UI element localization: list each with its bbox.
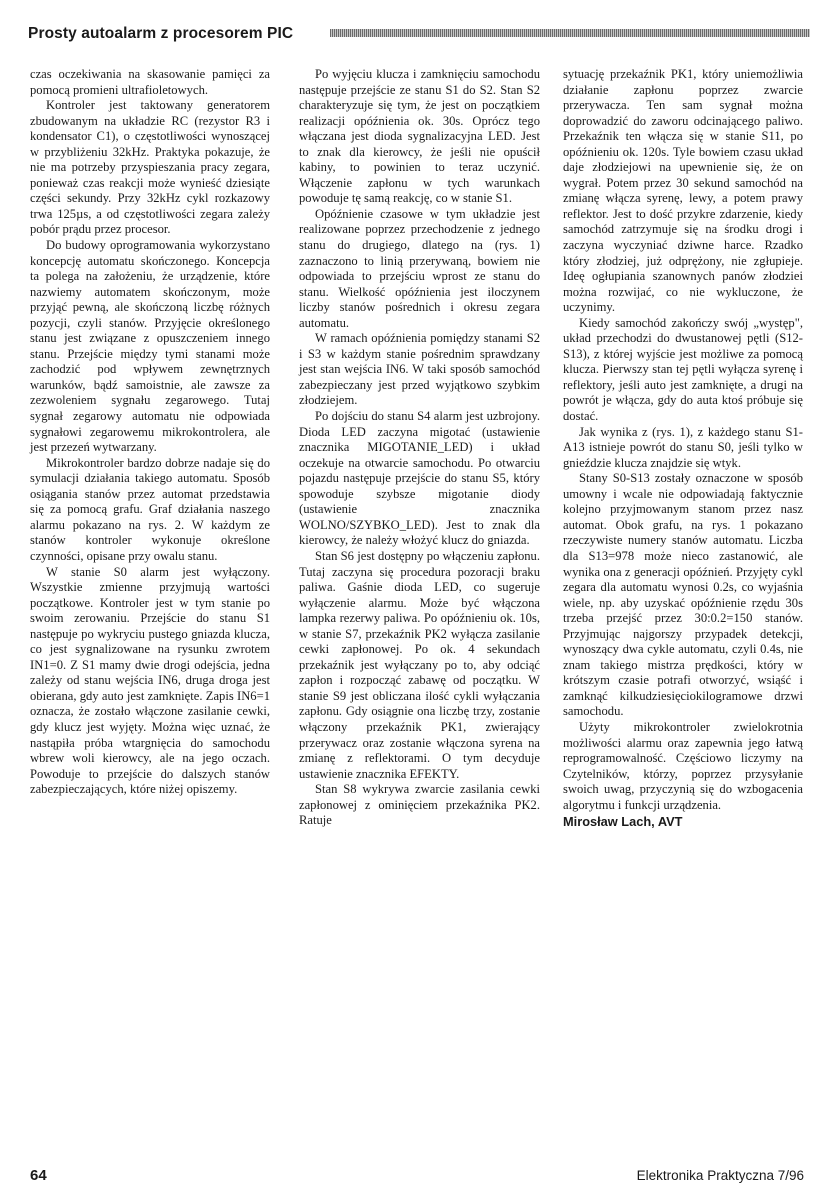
paragraph: Po dojściu do stanu S4 alarm jest uzbrojony. Dioda LED zaczyna migotać (ustawienie znacznika MIGOTANIE_LED) i układ oczekuje na otwarcie samochodu. Po otwarciu pojazdu następuje przejście do stanu S5, który spowoduje szybsze migotanie diody (ustawienie znacznika WOLNO/SZYBKO_LED). Jest to znak dla kierowcy, że należy włożyć klucz do gniazda. xyxy=(299,409,540,548)
paragraph: Kiedy samochód zakończy swój „występ", układ przechodzi do dwustanowej pętli (S12-S13), z której wyjście jest możliwe za pomocą klucza. Pierwszy stan tej pętli wyłącza syrenę i reflektory, jeśli auto jest zamknięte, a drugi na powrót je włącza, gdy do auta ktoś próbuje się dostać. xyxy=(563,315,803,424)
paragraph: czas oczekiwania na skasowanie pamięci za pomocą promieni ultrafioletowych. xyxy=(30,67,270,97)
author-signature: Mirosław Lach, AVT xyxy=(563,814,683,830)
paragraph: Kontroler jest taktowany generatorem zbudowanym na układzie RC (rezystor R3 i kondensator C1), o częstotliwości wynoszącej w przybliżeniu 32kHz. Praktyka pokazuje, że nie ma potrzeby przyspieszania pracy zegara, ponieważ czas reakcji może wynieść dziesiąte części sekundy. Przy 32kHz cykl rozkazowy trwa 125µs, a od częstotliwości zegara zależy pobór prądu przez procesor. xyxy=(30,98,270,237)
paragraph: Stany S0-S13 zostały oznaczone w sposób umowny i wcale nie odpowiadają faktycznie kolejno przyjmowanym stanom przez nasz automat. Obok grafu, na rys. 1 pokazano rzeczywiste numery stanów automatu. Liczba dla S13=978 może nieco zastanowić, ale wynika ona z generacji opóźnień. Przyjęty cykl zegara dla automatu wynosi 0.2s, co wyjaśnia wiele, np. aby uzyskać opóźnienie rzędu 30s trzeba przejść przez 30:0.2=150 stanów. Przyjmując najgorszy przypadek detekcji, wynoszący dwa cykle automatu, czyli 0.4s, nie znam takiego mistrza prędkości, który w krótszym czasie potrafi otworzyć, wsiąść i zamknąć kilkudziesięciokilogramowe drzwi samochodu. xyxy=(563,471,803,719)
paragraph: sytuację przekaźnik PK1, który uniemożliwia działanie zapłonu poprzez zwarcie przerywacza. Ten sam sygnał można doprowadzić do zaworu odcinającego paliwo. Przekaźnik ten włącza się w stanie S11, po opóźnieniu ok. 120s. Tyle bowiem czasu układ daje złodziejowi na upewnienie się, że on wygrał. Potem przez 30 sekund samochód na zmianę włącza syrenę, lewy, a potem prawy reflektor. Jest to dość przykre zdarzenie, kiedy samochód zatrzymuje się na środku drogi i zaczyna wyczyniać dziwne harce. Rzadko który złodziej, już odprężony, nie zgłupieje. Ideę ogłupiania szanownych panów złodziei można rozwijać, co nie wykluczone, że uczynimy. xyxy=(563,67,803,315)
paragraph: Użyty mikrokontroler zwielokrotnia możliwości alarmu oraz zapewnia jego łatwą reprogramowalność. Częściowo liczymy na Czytelników, którzy, poprzez przysyłanie swoich uwag, przyczynią się do wzbogacenia algorytmu i funkcji urządzenia. xyxy=(563,719,803,812)
text-column-1 xyxy=(30,67,270,798)
header-decorative-bar xyxy=(330,29,810,37)
running-title: Prosty autoalarm z procesorem PIC xyxy=(28,25,294,42)
page-header xyxy=(28,22,810,46)
paragraph: Opóźnienie czasowe w tym układzie jest realizowane poprzez przechodzenie z jednego stanu do drugiego, dlatego na (rys. 1) zaznaczono to linią przerywaną, bowiem nie odpowiada to przejściu wprost ze stanu do stanu. Wielkość opóźnienia jest iloczynem liczby stanów pośrednich i okresu zegara automatu. xyxy=(299,206,540,330)
text-column-3 xyxy=(563,67,803,830)
paragraph: W stanie S0 alarm jest wyłączony. Wszystkie zmienne przyjmują wartości początkowe. Kontroler jest w tym stanie po swoim zerowaniu. Przejście do stanu S1 następuje po wykryciu pustego gniazda klucza, co jest sygnalizowane na rysunku zwrotem IN1=0. Z S1 mamy dwie drogi odejścia, jedna zależy od stanu wejścia IN6, druga droga jest obierana, gdy auto jest zamknięte. Zapis IN6=1 oznacza, że zostało włączone zasilanie cewki, gdy klucz jest wyjęty. Można więc uznać, że nastąpiła próba wtargnięcia do samochodu wbrew woli kierowcy, ale na jego oczach. Powoduje to przejście do dalszych stanów zabezpieczających, które niżej opiszemy. xyxy=(30,564,270,797)
page-number: 64 xyxy=(30,1167,47,1184)
paragraph: Po wyjęciu klucza i zamknięciu samochodu następuje przejście ze stanu S1 do S2. Stan S2 charakteryzuje się tym, że jest on początkiem realizacji opóźnienia ok. 30s. Oprócz tego włączana jest dioda sygnalizacyjna LED. Jest to znak dla kierowcy, że jeśli nie opuścił kabiny, to powinien to teraz uczynić. Włączenie zapłonu w tych warunkach powoduje tę samą reakcję, co w stanie S1. xyxy=(299,67,540,206)
magazine-issue: Elektronika Praktyczna 7/96 xyxy=(636,1168,804,1183)
text-column-2 xyxy=(299,67,540,829)
paragraph: Stan S8 wykrywa zwarcie zasilania cewki zapłonowej z ominięciem przekaźnika PK2. Ratuje xyxy=(299,782,540,828)
paragraph: Do budowy oprogramowania wykorzystano koncepcję automatu skończonego. Koncepcja ta polega na założeniu, że urządzenie, które nazwiemy automatem skończonym, może przyjąć pewną, ale skończoną liczbę różnych pozycji, czyli stanów. Przyjęcie określonego stanu jest związane z opuszczeniem innego stanu. Przejście między tymi stanami może zachodzić pod wpływem zewnętrznych warunków, bądź samoistnie, ale zawsze za zezwoleniem sygnału zegarowego. Tutaj sygnał zegarowy automatu nie odpowiada sygnałowi zegarowemu mikrokontrolera, ale jest przezeń wytwarzany. xyxy=(30,238,270,455)
paragraph: Stan S6 jest dostępny po włączeniu zapłonu. Tutaj zaczyna się procedura pozoracji braku paliwa. Gaśnie dioda LED, co sugeruje wyłączenie alarmu. Może być włączona lampka rezerwy paliwa. Po opóźnieniu ok. 10s, w stanie S7, przekaźnik PK2 wyłącza zasilanie cewki zapłonowej. Po ok. 4 sekundach przekaźnik jest wyłączany po to, aby odciąć zapłon i rozpocząć zabawę od początku. W stanie S9 jest obliczana ilość cykli wyłączania zapłonu. Gdy osiągnie ona liczbę trzy, zostanie włączony przekaźnik PK1, zwierający przerywacz oraz zostanie włączona syrena na zmianę z reflektorami. O tym decyduje ustawienie znacznika EFEKTY. xyxy=(299,548,540,781)
paragraph: W ramach opóźnienia pomiędzy stanami S2 i S3 w każdym stanie pośrednim sprawdzany jest stan wejścia IN6. W taki sposób samochód zabezpieczany jest przed wyjątkowo szybkim złodziejem. xyxy=(299,331,540,408)
paragraph: Jak wynika z (rys. 1), z każdego stanu S1-A13 istnieje powrót do stanu S0, jeśli tylko w gnieździe klucza znajdzie się wtyk. xyxy=(563,424,803,470)
paragraph: Mikrokontroler bardzo dobrze nadaje się do symulacji działania takiego automatu. Sposób osiągania stanów przez automat przedstawia się za pomocą grafu. Graf działania naszego alarmu pokazano na rys. 2. W każdym ze stanów kontroler wykonuje określone czynności, opisane przy owalu stanu. xyxy=(30,455,270,563)
